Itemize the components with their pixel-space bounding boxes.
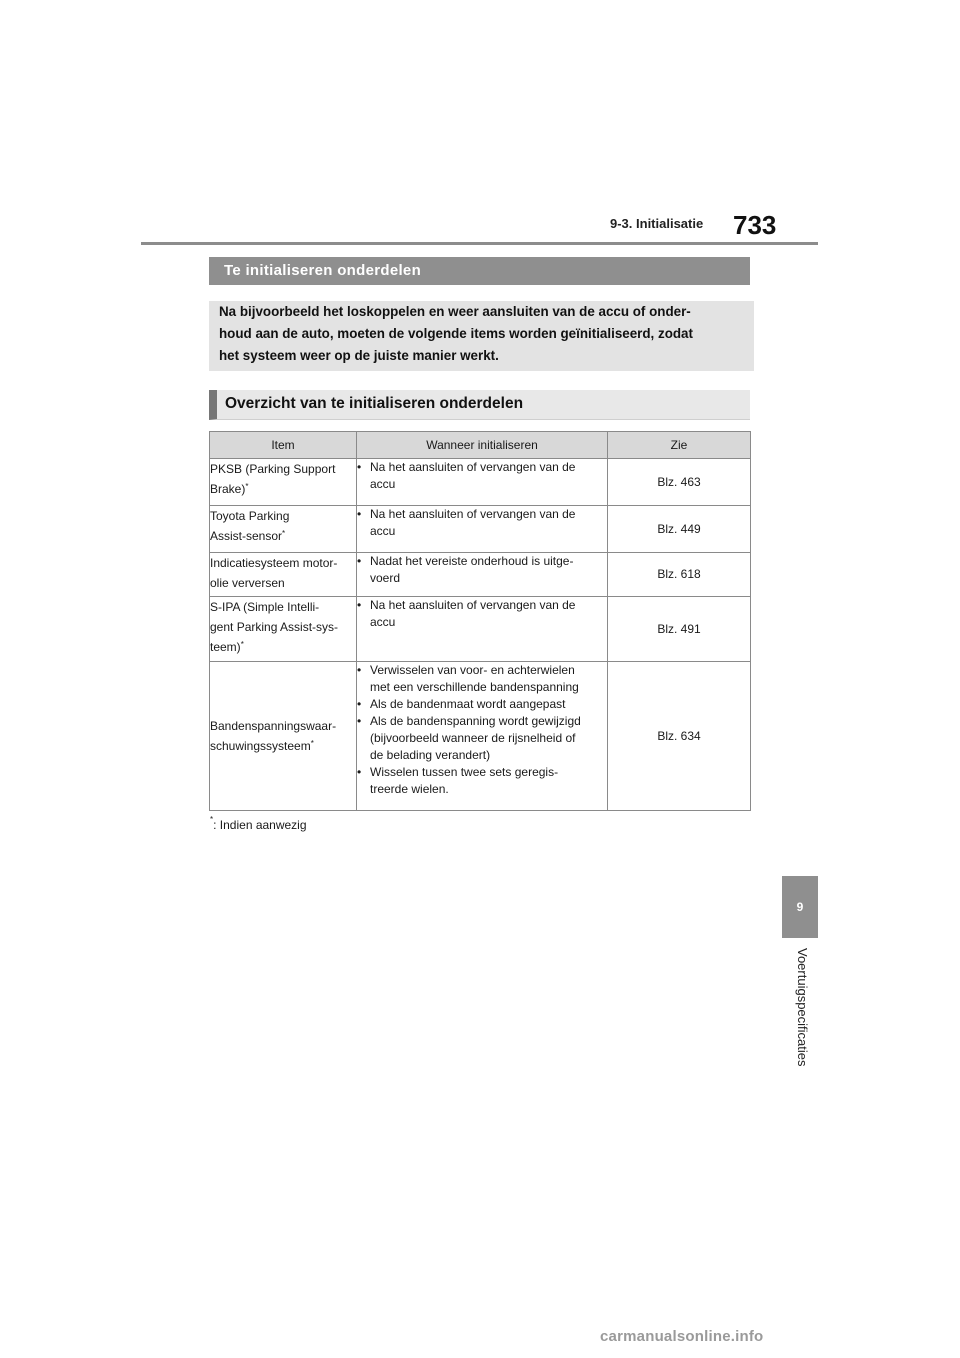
item-text: PKSB (Parking Support [210, 462, 336, 476]
intro-line: houd aan de auto, moeten de volgende items worden geïnitialiseerd, zodat [219, 326, 693, 341]
column-header-item: Item [210, 432, 357, 459]
when-cell [357, 506, 608, 553]
bullet-icon: • [357, 663, 362, 677]
bullet-icon: • [357, 598, 362, 612]
bullet-line: (bijvoorbeeld wanneer de rijsnelheid of [370, 731, 576, 745]
initialization-table [209, 431, 751, 811]
item-line [210, 553, 356, 573]
intro-line: Na bijvoorbeeld het loskoppelen en weer aansluiten van de accu of onder- [219, 304, 691, 319]
bullet-item [357, 506, 607, 540]
footnote-ref: * [282, 529, 286, 538]
item-text: olie verversen [210, 576, 285, 590]
item-cell [210, 506, 357, 553]
item-cell [210, 459, 357, 506]
bullet-text [370, 506, 607, 540]
bullet-item [357, 713, 607, 764]
bullet-item [357, 459, 607, 493]
item-text: schuwingssysteem [210, 739, 311, 753]
table-row [210, 662, 751, 811]
chapter-label: Voertuigspecificaties [795, 948, 810, 1067]
item-line [210, 526, 356, 546]
bullet-text [370, 662, 607, 696]
bullet-line: accu [370, 477, 396, 491]
bullet-line: met een verschillende bandenspanning [370, 680, 579, 694]
bullet-icon: • [357, 554, 362, 568]
bullet-item [357, 553, 607, 587]
footnote-ref: * [240, 640, 244, 649]
when-cell [357, 553, 608, 597]
intro-line: het systeem weer op de juiste manier werkt. [219, 348, 499, 363]
item-cell [210, 662, 357, 811]
item-line [210, 459, 356, 479]
item-text: gent Parking Assist-sys- [210, 620, 339, 634]
item-line [210, 617, 356, 637]
column-header-when: Wanneer initialiseren [357, 432, 608, 459]
bullet-line: Wisselen tussen twee sets geregis- [370, 765, 559, 779]
item-text: Brake) [210, 482, 246, 496]
column-header-ref: Zie [608, 432, 751, 459]
ref-cell: Blz. 491 [608, 597, 751, 662]
footnote [210, 815, 307, 832]
ref-cell: Blz. 618 [608, 553, 751, 597]
item-line [210, 573, 356, 593]
bullet-text [370, 713, 607, 764]
item-text: Toyota Parking [210, 509, 290, 523]
section-title: Te initialiseren onderdelen [209, 257, 750, 285]
table-row [210, 553, 751, 597]
bullet-text [370, 597, 607, 631]
bullet-line: accu [370, 615, 396, 629]
bullet-icon: • [357, 697, 362, 711]
bullet-line: accu [370, 524, 396, 538]
item-line [210, 637, 356, 657]
item-line [210, 506, 356, 526]
bullet-item [357, 662, 607, 696]
bullet-text [370, 696, 607, 713]
when-cell [357, 459, 608, 506]
footnote-mark: * [210, 815, 214, 824]
item-text: Bandenspanningswaar- [210, 719, 337, 733]
bullet-text [370, 459, 607, 493]
bullet-item [357, 764, 607, 798]
footnote-ref: * [310, 739, 314, 748]
bullet-line: voerd [370, 571, 401, 585]
bullet-line: Na het aansluiten of vervangen van de [370, 598, 576, 612]
when-cell [357, 662, 608, 811]
bullet-line: Als de bandenspanning wordt gewijzigd [370, 714, 581, 728]
item-line [210, 716, 356, 736]
item-text: Assist-sensor [210, 529, 283, 543]
bullet-item [357, 597, 607, 631]
bullet-line: de belading verandert) [370, 748, 491, 762]
ref-cell: Blz. 634 [608, 662, 751, 811]
item-cell [210, 553, 357, 597]
chapter-tab: 9 [782, 876, 818, 938]
page-number: 733 [733, 210, 777, 240]
section-header: 9-3. Initialisatie [610, 216, 704, 231]
table-header-row [210, 432, 751, 459]
header-rule [141, 242, 818, 245]
watermark: carmanualsonline.info [600, 1328, 764, 1345]
bullet-icon: • [357, 507, 362, 521]
item-text: teem) [210, 640, 241, 654]
table-row [210, 597, 751, 662]
item-line [210, 597, 356, 617]
table-row [210, 459, 751, 506]
bullet-line: treerde wielen. [370, 782, 449, 796]
bullet-line: Nadat het vereiste onderhoud is uitge- [370, 554, 574, 568]
bullet-line: Na het aansluiten of vervangen van de [370, 460, 576, 474]
bullet-line: Verwisselen van voor- en achterwielen [370, 663, 575, 677]
item-line [210, 736, 356, 756]
item-text: S-IPA (Simple Intelli- [210, 600, 320, 614]
item-line [210, 479, 356, 499]
ref-cell: Blz. 463 [608, 459, 751, 506]
bullet-line: Na het aansluiten of vervangen van de [370, 507, 576, 521]
intro-box [209, 301, 754, 371]
table-row [210, 506, 751, 553]
bullet-line: Als de bandenmaat wordt aangepast [370, 697, 566, 711]
bullet-item [357, 696, 607, 713]
bullet-text [370, 764, 607, 798]
footnote-text: : Indien aanwezig [213, 818, 307, 832]
ref-cell: Blz. 449 [608, 506, 751, 553]
bullet-text [370, 553, 607, 587]
subsection-title: Overzicht van te initialiseren onderdelen [209, 390, 750, 420]
bullet-icon: • [357, 714, 362, 728]
when-cell [357, 597, 608, 662]
bullet-icon: • [357, 765, 362, 779]
bullet-icon: • [357, 460, 362, 474]
item-text: Indicatiesysteem motor- [210, 556, 338, 570]
footnote-ref: * [245, 482, 249, 491]
item-cell [210, 597, 357, 662]
